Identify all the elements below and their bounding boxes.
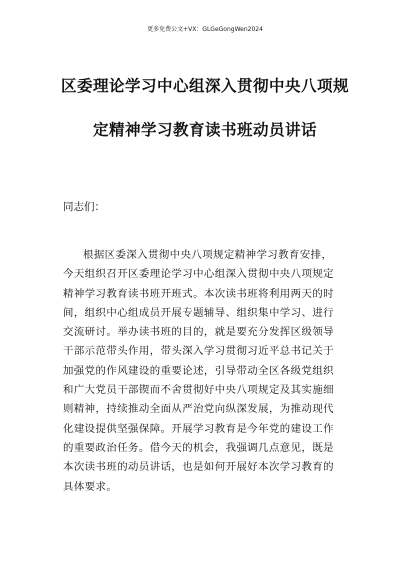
body-line: 和广大党员干部锲而不舍贯彻好中央八项规定及其实施细 (63, 384, 335, 397)
body-line: 本次读书班的动员讲话，也是如何开展好本次学习教育的 (63, 461, 335, 474)
header-note: 更多免费公文+VX：GLGeGongWen2024 (147, 26, 263, 33)
salutation: 同志们： (63, 201, 105, 213)
body-line: 根据区委深入贯彻中央八项规定精神学习教育安排， (83, 249, 333, 261)
body-line: 干部示范带头作用，带头深入学习贯彻习近平总书记关于 (63, 345, 335, 358)
body-line: 精神学习教育读书班开班式。本次读书班将利用两天的时 (63, 287, 335, 300)
title-line-1: 区委理论学习中心组深入贯彻中央八项规 (60, 76, 349, 95)
body-line: 加强党的作风建设的重要论述，引导带动全区各级党组织 (63, 364, 335, 377)
title-line-2: 定精神学习教育读书班动员讲话 (92, 120, 317, 139)
body-line: 间，组织中心组成员开展专题辅导、组织集中学习、进行 (63, 306, 335, 319)
body-paragraph (63, 246, 363, 497)
body-line: 具体要求。 (63, 480, 118, 493)
body-line: 则精神，持续推动全面从严治党向纵深发展，为推动现代 (63, 403, 335, 416)
body-line: 今天组织召开区委理论学习中心组深入贯彻中央八项规定 (63, 268, 335, 281)
body-line: 化建设提供坚强保障。开展学习教育是今年党的建设工作 (63, 422, 335, 435)
body-line: 交流研讨。举办读书班的目的，就是要充分发挥区级领导 (63, 326, 335, 339)
body-line: 的重要政治任务。借今天的机会，我强调几点意见，既是 (63, 441, 335, 454)
